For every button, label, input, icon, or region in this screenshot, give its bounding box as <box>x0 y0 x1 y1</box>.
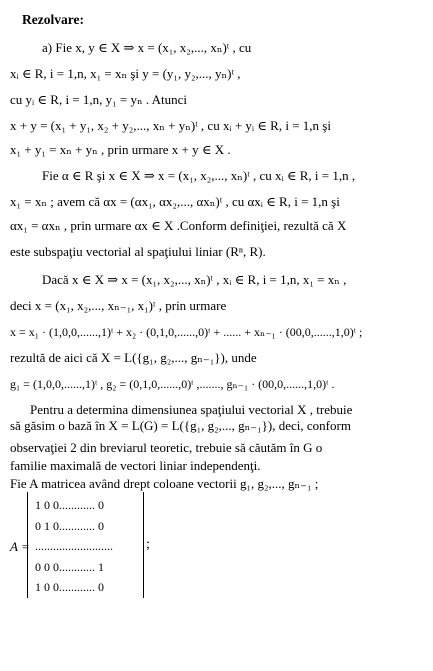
text-line-9: este subspaţiu vectorial al spaţiului liniar (Rⁿ, R). <box>10 244 266 259</box>
text-line-1: a) Fie x, y ∈ X ⇒ x = (x₁, x₂,..., xₙ)ᵗ , cu <box>42 40 252 55</box>
text-line-12: x = x₁ · (1,0,0,......,1)ᵗ + x₂ · (0,1,0,......,0)ᵗ + ...... + xₙ₋₁ · (00,0,......,1,0)ᵗ ; <box>10 325 363 339</box>
text-line-11: deci x = (x₁, x₂,..., xₙ₋₁, x₁)ᵗ , prin urmare <box>10 298 227 313</box>
text-line-2: xᵢ ∈ R, i = 1,n, x₁ = xₙ şi y = (y₁, y₂,..., yₙ)ᵗ , <box>10 66 241 81</box>
matrix-row-5: 1 0 0............ 0 <box>35 580 104 594</box>
text-line-3: cu yᵢ ∈ R, i = 1,n, y₁ = yₙ . Atunci <box>10 92 188 107</box>
matrix-row-1: 1 0 0............ 0 <box>35 498 104 512</box>
text-line-14: g₁ = (1,0,0,......,1)ᵗ , g₂ = (0,1,0,......,0)ᵗ ,......., gₙ₋₁ · (00,0,......,1,0)ᵗ . <box>10 377 335 391</box>
matrix-row-2: 0 1 0............ 0 <box>35 519 104 533</box>
text-line-5: x₁ + y₁ = xₙ + yₙ , prin urmare x + y ∈ X . <box>10 142 231 157</box>
matrix-a <box>27 492 144 598</box>
text-line-7: x₁ = xₙ ; avem că αx = (αx₁, αx₂,..., αxₙ)ᵗ , cu αxᵢ ∈ R, i = 1,n şi <box>10 194 340 209</box>
text-line-8: αx₁ = αxₙ , prin urmare αx ∈ X .Conform definiţiei, rezultă că X <box>10 218 347 233</box>
text-line-18: familie maximală de vectori liniar independenţi. <box>10 458 261 473</box>
solution-heading: Rezolvare: <box>22 12 84 27</box>
text-line-17: observaţiei 2 din breviarul teoretic, trebuie să căutăm în G o <box>10 440 323 455</box>
matrix-end-punctuation: ; <box>146 537 150 552</box>
text-line-4: x + y = (x₁ + y₁, x₂ + y₂,..., xₙ + yₙ)ᵗ , cu xᵢ + yᵢ ∈ R, i = 1,n şi <box>10 118 331 133</box>
matrix-row-4: 0 0 0............ 1 <box>35 560 104 574</box>
text-line-13: rezultă de aici că X = L({g₁, g₂,..., gₙ₋₁}), unde <box>10 350 257 365</box>
text-line-15: Pentru a determina dimensiunea spaţiului vectorial X , trebuie <box>30 402 353 417</box>
text-line-19: Fie A matricea având drept coloane vectorii g₁, g₂,..., gₙ₋₁ ; <box>10 476 319 491</box>
text-line-16: să găsim o bază în X = L(G) = L({g₁, g₂,..., gₙ₋₁}), deci, conform <box>10 418 351 433</box>
text-line-6: Fie α ∈ R şi x ∈ X ⇒ x = (x₁, x₂,..., xₙ)ᵗ , cu xᵢ ∈ R, i = 1,n , <box>42 168 356 183</box>
matrix-row-3: .......................... <box>35 539 113 553</box>
matrix-label: A = <box>10 539 30 554</box>
text-line-10: Dacă x ∈ X ⇒ x = (x₁, x₂,..., xₙ)ᵗ , xᵢ ∈ R, i = 1,n, x₁ = xₙ , <box>42 272 347 287</box>
